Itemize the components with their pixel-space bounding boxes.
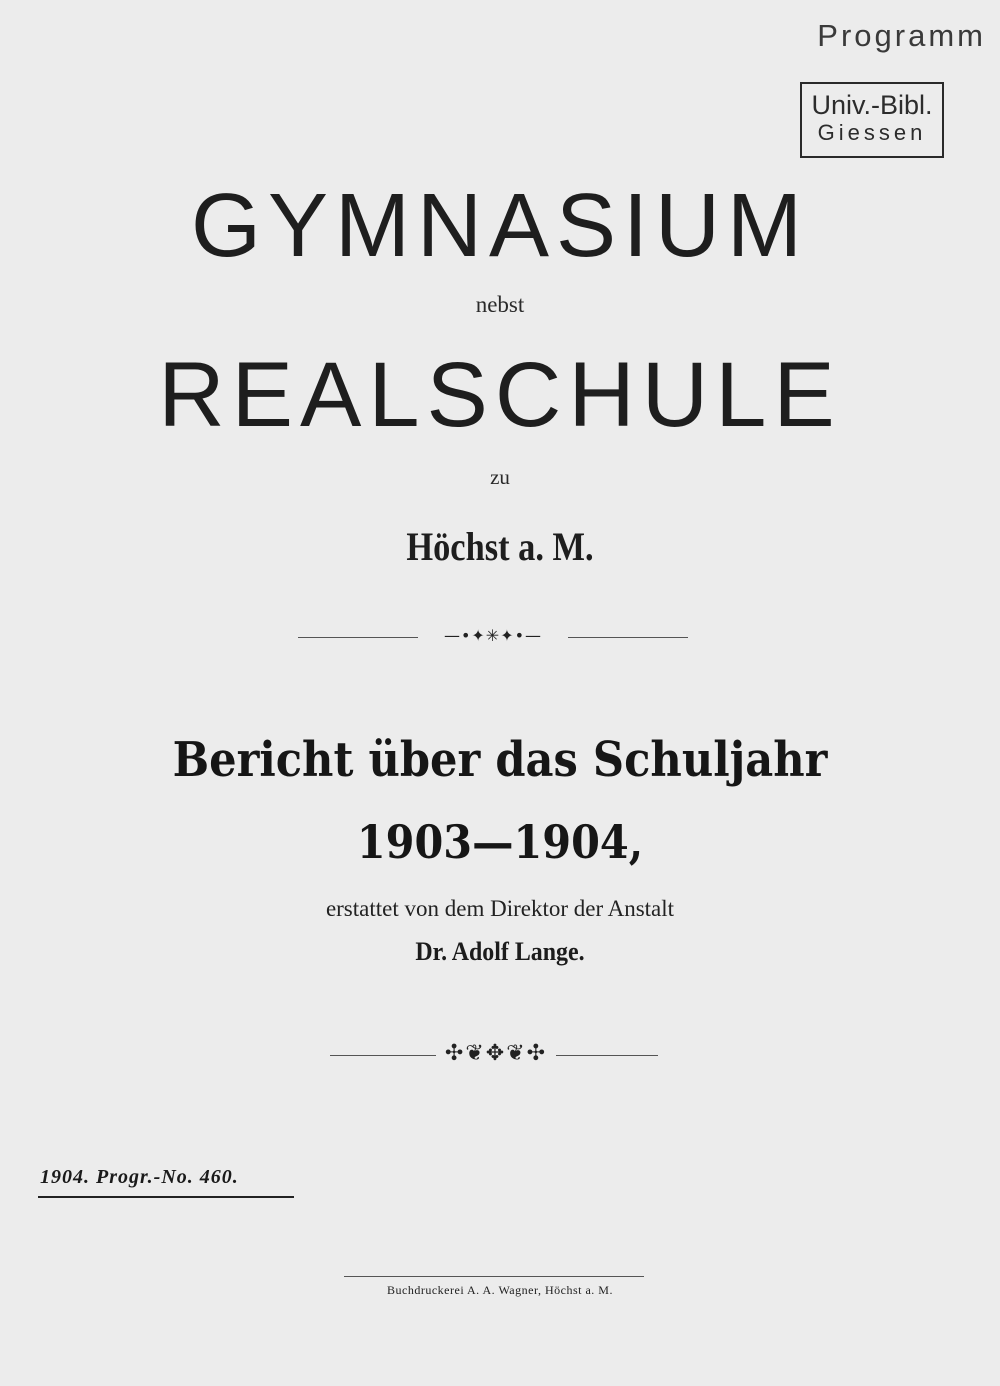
printer-imprint: Buchdruckerei A. A. Wagner, Höchst a. M. — [387, 1283, 613, 1297]
title-gymnasium: GYMNASIUM — [190, 176, 810, 276]
library-stamp-line2: Giessen — [817, 120, 927, 145]
report-byline: erstattet von dem Direktor der Anstalt — [325, 896, 675, 921]
lower-ornament: ✣❦✥❦✣ — [436, 1041, 556, 1066]
library-stamp — [800, 82, 944, 158]
report-years: 1903—1904, — [356, 815, 644, 869]
report-title: Bericht über das Schuljahr — [172, 732, 828, 788]
author-name: Dr. Adolf Lange. — [415, 937, 585, 966]
printer-divider-line — [344, 1276, 644, 1277]
program-number: 1904. Progr.-No. 460. — [40, 1166, 239, 1188]
title-conjunction: nebst — [475, 292, 525, 317]
program-number-underline — [38, 1196, 294, 1198]
library-stamp-line1: Univ.-Bibl. — [811, 90, 933, 120]
title-preposition: zu — [490, 465, 510, 489]
upper-ornament: —•✦✳✦•— — [418, 626, 568, 645]
program-stamp-label: Programm — [817, 18, 986, 53]
title-realschule: REALSCHULE — [158, 344, 842, 446]
place-name: Höchst a. M. — [406, 524, 594, 569]
